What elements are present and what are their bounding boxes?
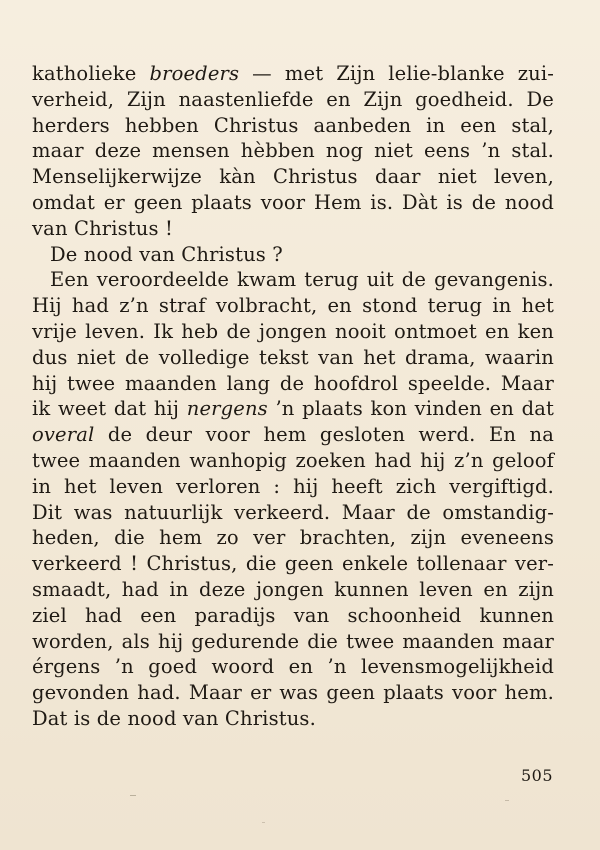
- text-line: omdat er geen plaats voor Hem is. Dàt is de nood: [32, 190, 554, 214]
- text-line: Menselijkerwijze kàn Christus daar niet leven,: [32, 165, 554, 189]
- text-line: hij twee maanden lang de hoofdrol speelde. Maar: [32, 371, 554, 395]
- text-run: — met Zijn lelie-blanke zui-: [239, 62, 555, 85]
- text-line: in het leven verloren : hij heeft zich vergiftigd.: [32, 474, 554, 498]
- text-line: Hij had z’n straf volbracht, en stond terug in het: [32, 294, 554, 318]
- text-line: ziel had een paradijs van schoonheid kunnen: [32, 603, 554, 627]
- text-line: Een veroordeelde kwam terug uit de gevangenis.: [50, 268, 554, 292]
- text-line: Dat is de nood van Christus.: [32, 706, 316, 730]
- text-line: van Christus !: [32, 216, 173, 240]
- italic-run: nergens: [186, 397, 268, 421]
- text-line: vrije leven. Ik heb de jongen nooit ontmoet en ken: [32, 319, 554, 343]
- text-line: herders hebben Christus aanbeden in een stal,: [32, 113, 554, 137]
- text-line: verkeerd ! Christus, die geen enkele tollenaar ver-: [32, 552, 554, 576]
- text-line: De nood van Christus ?: [50, 242, 283, 266]
- text-line: érgens ’n goed woord en ’n levensmogelijkheid: [32, 655, 554, 679]
- text-line: maar deze mensen hèbben nog niet eens ’n stal.: [32, 139, 554, 163]
- text-run: de deur voor hem gesloten werd. En na: [94, 423, 554, 447]
- text-run: ik weet dat hij: [32, 397, 187, 421]
- text-line: [32, 422, 554, 448]
- text-line: [32, 61, 554, 87]
- text-line: Dit was natuurlijk verkeerd. Maar de omstandig-: [32, 500, 554, 524]
- body-text: [32, 61, 554, 732]
- italic-run: overal: [32, 423, 95, 447]
- text-line: worden, als hij gedurende die twee maanden maar: [32, 629, 554, 653]
- text-line: twee maanden wanhopig zoeken had hij z’n geloof: [32, 448, 554, 472]
- text-line: dus niet de volledige tekst van het drama, waarin: [32, 345, 554, 369]
- text-line: smaadt, had in deze jongen kunnen leven en zijn: [32, 577, 554, 601]
- italic-run: broeders: [149, 62, 240, 85]
- text-run: ’n plaats kon vinden en dat: [267, 397, 555, 421]
- text-line: [32, 396, 554, 422]
- text-line: verheid, Zijn naastenliefde en Zijn goedheid. De: [32, 87, 554, 111]
- page-number: 505: [520, 766, 553, 785]
- text-line: gevonden had. Maar er was geen plaats voor hem.: [32, 681, 554, 705]
- text-run: katholieke: [32, 62, 150, 85]
- text-line: heden, die hem zo ver brachten, zijn eveneens: [32, 526, 554, 550]
